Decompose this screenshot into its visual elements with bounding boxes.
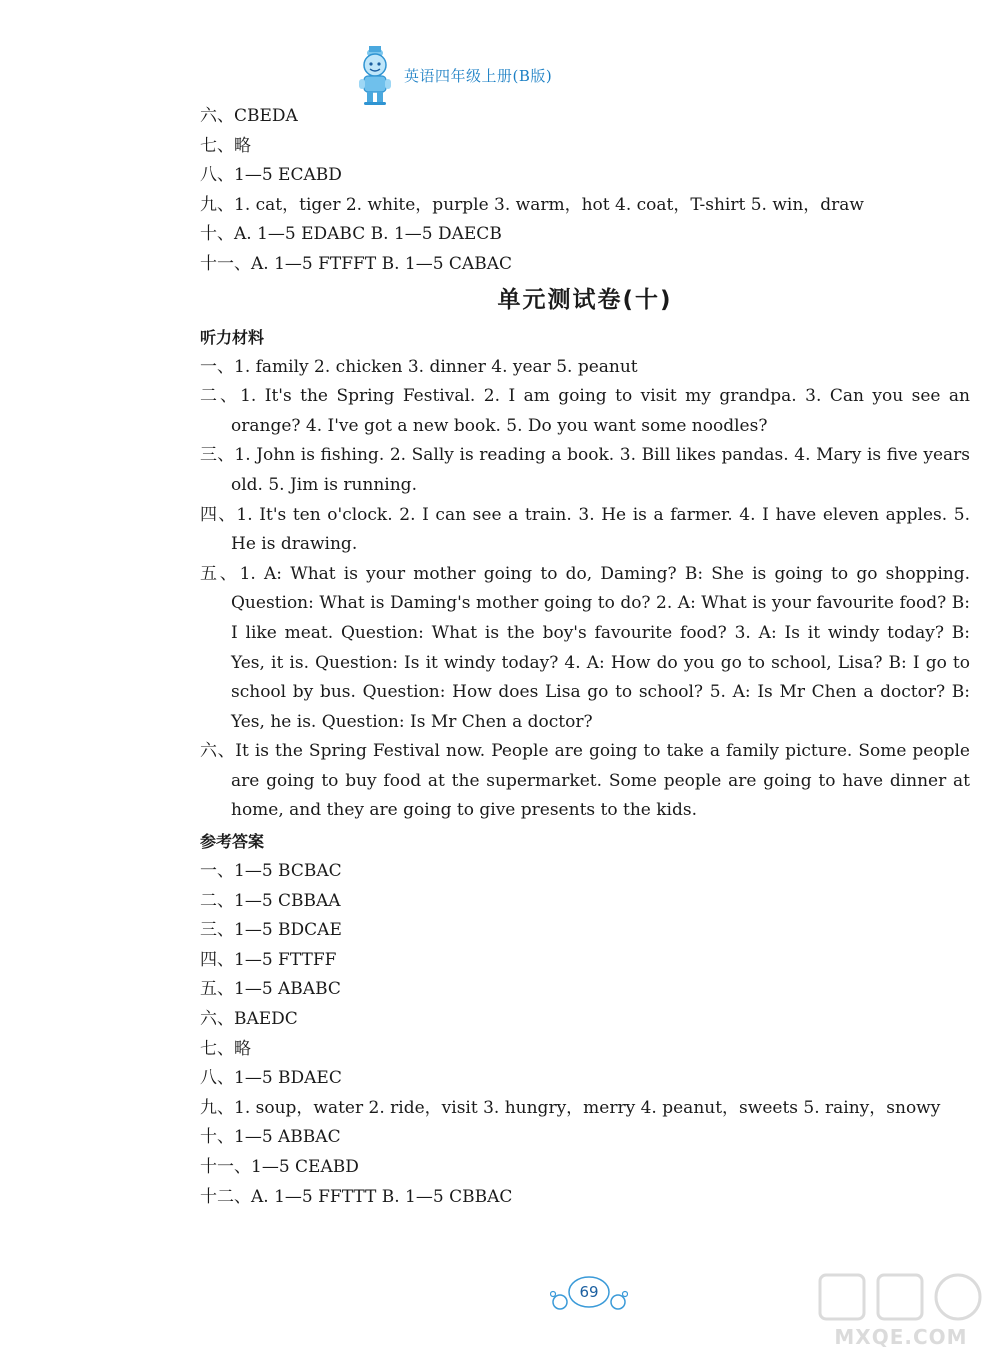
answer-line: 六、CBEDA (200, 106, 298, 126)
listening-heading: 听力材料 (200, 327, 265, 347)
listening-item: 三、1. John is fishing. 2. Sally is reading a book. 3. Bill likes pandas. 4. Mary is five years old. 5. Jim is running. (200, 445, 970, 495)
answer-line: 八、1—5 BDAEC (200, 1068, 342, 1089)
page-number: 69 (579, 1283, 599, 1301)
answer-line: 十一、1—5 CEABD (200, 1157, 359, 1177)
section-title: 单元测试卷(十) (497, 286, 673, 313)
answer-line: 九、1. cat，tiger 2. white，purple 3. warm，hot 4. coat，T-shirt 5. win，draw (200, 194, 864, 215)
page-number-badge (550, 1272, 628, 1318)
answer-line: 五、1—5 ABABC (200, 979, 341, 1000)
watermark-logo-icon (816, 1269, 986, 1325)
book-title: 英语四年级上册(B版) (404, 66, 553, 85)
answer-line: 十二、A. 1—5 FFTTT B. 1—5 CBBAC (200, 1186, 513, 1207)
page-header (352, 40, 552, 110)
answer-line: 十、A. 1—5 EDABC B. 1—5 DAECB (200, 224, 502, 245)
answers-heading: 参考答案 (200, 832, 265, 852)
answer-line: 一、1—5 BCBAC (200, 861, 342, 882)
mascot-icon (352, 43, 398, 107)
listening-item: 五、1. A: What is your mother going to do, Daming? B: She is going to go shopping. Question: What is Daming's mother going to do? 2. A: What is your favourite food? B: I like meat. Question: What is the boy's favourite food? 3. A: Is it windy today? B: Yes, it is. Question: Is it windy today? 4. A: How do you go to school, Lisa? B: I go to school by bus. Question: How does Lisa go to school? 5. A: Is Mr Chen a doctor? B: Yes, he is. Question: Is Mr Chen a doctor? (200, 563, 970, 732)
answer-line: 二、1—5 CBBAA (200, 890, 341, 911)
answer-content (200, 102, 970, 1212)
answer-line: 八、1—5 ECABD (200, 165, 342, 186)
watermark-text: MXQE.COM (834, 1325, 968, 1349)
answer-line: 七、略 (200, 135, 251, 156)
listening-item: 一、1. family 2. chicken 3. dinner 4. year 5. peanut (200, 356, 638, 377)
answer-line: 三、1—5 BDCAE (200, 920, 342, 941)
answer-line: 六、BAEDC (200, 1009, 298, 1030)
listening-item: 四、1. It's ten o'clock. 2. I can see a train. 3. He is a farmer. 4. I have eleven apples. 5. He is drawing. (200, 504, 970, 555)
answer-line: 九、1. soup，water 2. ride，visit 3. hungry，merry 4. peanut，sweets 5. rainy，snowy (200, 1097, 941, 1118)
listening-item: 二、1. It's the Spring Festival. 2. I am going to visit my grandpa. 3. Can you see an orange? 4. I've got a new book. 5. Do you want some noodles? (200, 386, 970, 436)
watermark (816, 1269, 986, 1349)
answer-line: 十、1—5 ABBAC (200, 1127, 341, 1148)
answer-line: 七、略 (200, 1038, 251, 1059)
answer-line: 十一、A. 1—5 FTFFT B. 1—5 CABAC (200, 253, 512, 274)
answer-line: 四、1—5 FTTFF (200, 949, 337, 970)
listening-item: 六、It is the Spring Festival now. People are going to take a family picture. Some people are going to buy food at the supermarket. Some people are going to have dinner at home, and they are going to give presents to the kids. (200, 741, 970, 821)
